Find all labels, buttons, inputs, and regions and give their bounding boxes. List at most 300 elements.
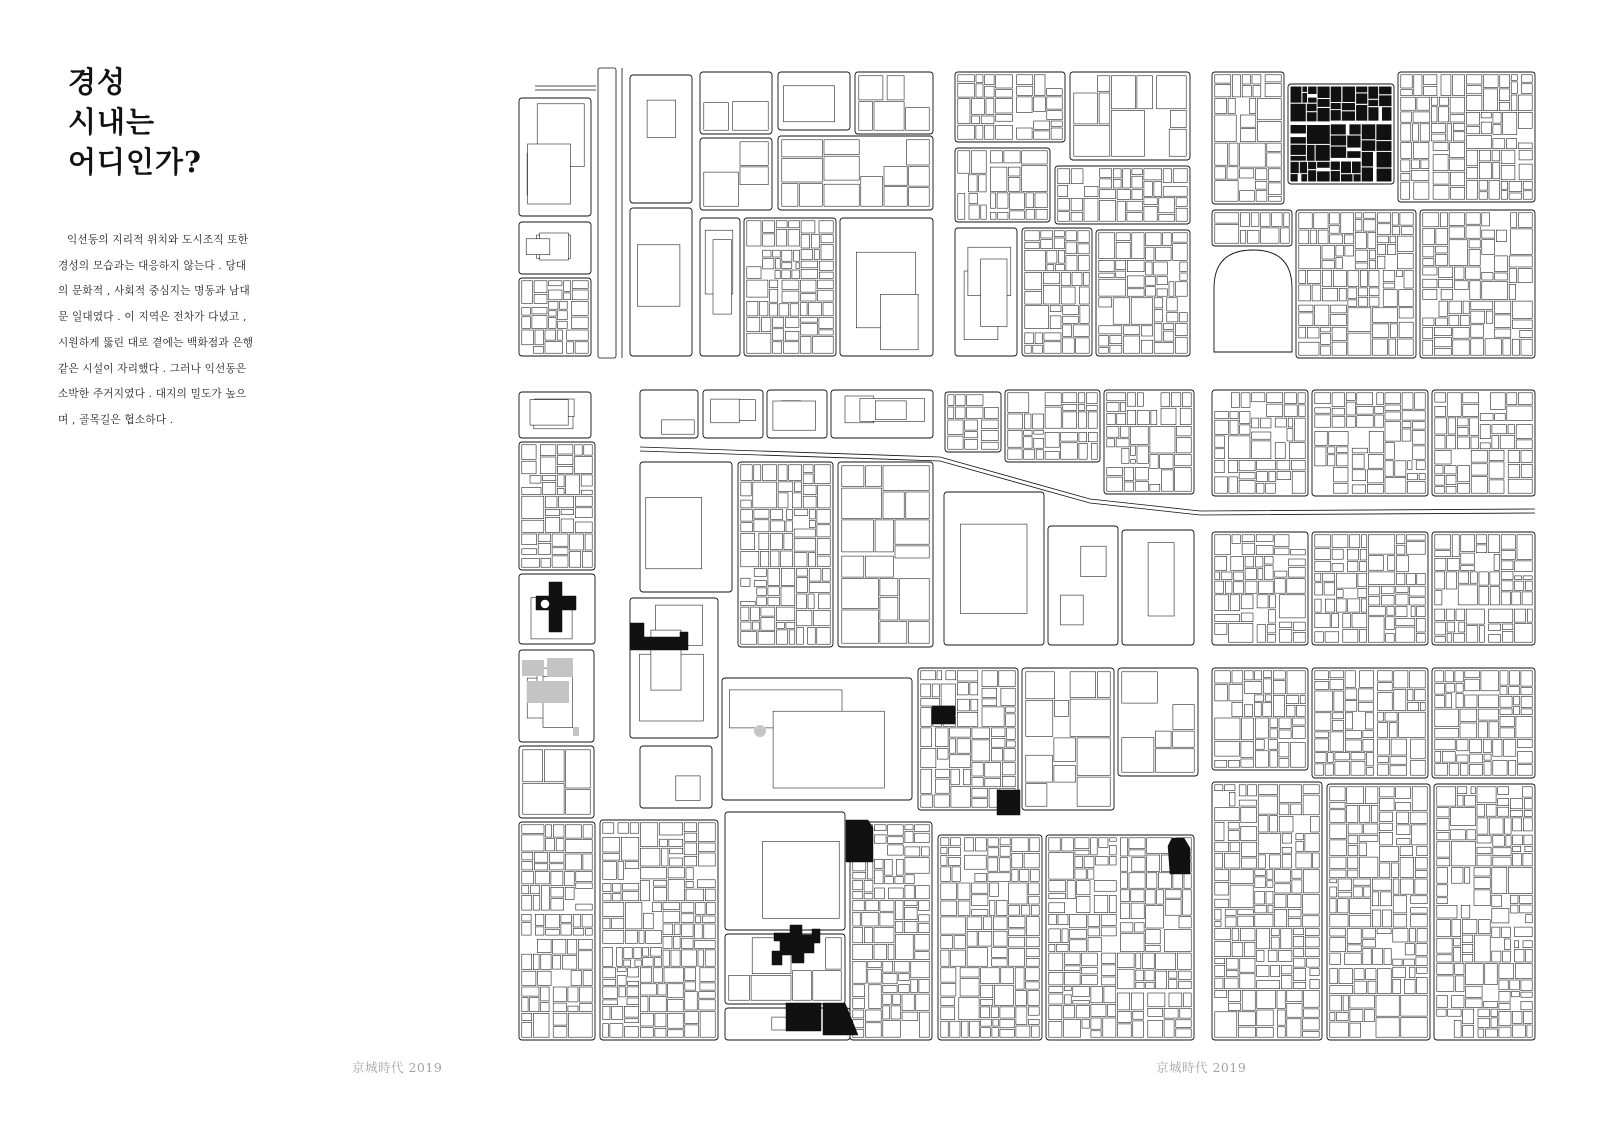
- building-lot: [1521, 1002, 1532, 1010]
- building-lot: [1336, 573, 1356, 588]
- building-lot: [571, 317, 588, 328]
- building-lot: [1184, 993, 1192, 1007]
- building-lot: [1493, 125, 1501, 135]
- building-lot: [1375, 406, 1384, 413]
- building-lot: [908, 622, 929, 644]
- building-lot: [967, 931, 977, 946]
- building-lot: [1058, 212, 1070, 222]
- building-lot: [1457, 740, 1468, 751]
- building-lot: [653, 968, 662, 982]
- building-lot: [1499, 1004, 1510, 1010]
- building-lot: [1367, 484, 1383, 493]
- building-lot: [789, 221, 800, 228]
- building-lot: [1257, 460, 1276, 470]
- building-lot: [991, 1007, 998, 1018]
- building-lot: [972, 883, 988, 893]
- building-lot: [1232, 703, 1243, 717]
- building-lot: [1435, 393, 1446, 402]
- building-lot: [1300, 696, 1305, 704]
- building-lot: [1310, 230, 1316, 244]
- building-lot: [1323, 270, 1332, 286]
- building-lot: [1434, 327, 1451, 335]
- building-lot: [1451, 172, 1465, 186]
- building-lot: [1365, 787, 1378, 804]
- building-lot: [1330, 985, 1353, 993]
- building-lot: [936, 728, 949, 747]
- building-lot: [1117, 1011, 1131, 1022]
- building-lot: [1506, 139, 1516, 149]
- building-lot: [853, 891, 863, 898]
- building-lot: [535, 330, 544, 345]
- building-lot: [1314, 213, 1328, 229]
- building-lot: [782, 140, 823, 157]
- building-lot: [1355, 220, 1362, 231]
- building-lot: [1399, 308, 1413, 318]
- building-lot: [1117, 413, 1126, 424]
- building-lot: [1065, 995, 1072, 1004]
- building-lot: [1390, 236, 1396, 243]
- building-lot: [1385, 461, 1393, 476]
- building-lot: [823, 303, 833, 316]
- building-lot: [585, 534, 592, 550]
- building-lot: [522, 914, 531, 921]
- building-lot: [1282, 834, 1291, 844]
- building-lot: [522, 862, 533, 870]
- building-lot: [535, 914, 544, 925]
- building-lot: [853, 998, 865, 1008]
- building-lot: [1025, 250, 1046, 270]
- building-lot: [776, 229, 786, 246]
- building-lot: [1386, 634, 1395, 643]
- building-lot: [1518, 95, 1532, 111]
- building-lot: [1299, 342, 1319, 355]
- building-lot: [1356, 105, 1367, 120]
- building-lot: [1304, 870, 1320, 893]
- building-lot: [699, 992, 715, 999]
- building-lot: [1256, 546, 1273, 555]
- building-lot: [1231, 556, 1244, 570]
- building-lot: [1156, 247, 1172, 260]
- building-lot: [1047, 111, 1062, 120]
- building-lot: [1082, 976, 1098, 985]
- building-lot: [1347, 945, 1361, 952]
- building-lot: [1291, 174, 1298, 181]
- body-line: 며 , 골목길은 협소하다 .: [58, 413, 174, 426]
- building-lot: [1393, 959, 1402, 966]
- building-lot: [664, 968, 683, 982]
- building-lot: [1157, 890, 1164, 904]
- building-lot: [1257, 1028, 1273, 1038]
- building-lot: [1461, 566, 1475, 571]
- building-lot: [640, 1028, 653, 1038]
- building-lot: [1277, 472, 1291, 480]
- building-lot: [958, 151, 970, 173]
- building-lot: [1437, 996, 1448, 1008]
- building-lot: [1137, 393, 1143, 406]
- building-lot: [1156, 731, 1172, 747]
- building-lot: [1034, 430, 1044, 434]
- building-lot: [1368, 597, 1380, 606]
- building-lot: [1054, 238, 1064, 249]
- building-lot: [1049, 972, 1063, 985]
- building-lot: [1303, 87, 1307, 92]
- building-lot: [1490, 572, 1500, 585]
- building-lot: [771, 510, 783, 520]
- building-lot: [1466, 964, 1484, 985]
- building-lot: [1165, 890, 1181, 898]
- building-lot: [1137, 76, 1153, 109]
- building-lot: [1221, 572, 1232, 580]
- building-lot: [1500, 671, 1508, 685]
- building-lot: [957, 699, 969, 711]
- building-lot: [557, 489, 564, 495]
- building-lot: [994, 985, 1013, 1005]
- building-lot: [842, 466, 864, 487]
- building-lot: [625, 903, 642, 929]
- building-lot: [1113, 169, 1121, 178]
- building-lot: [817, 510, 830, 524]
- building-lot: [865, 1023, 881, 1037]
- building-lot: [773, 711, 884, 788]
- building-lot: [1471, 787, 1475, 794]
- building-lot: [1144, 169, 1162, 180]
- building-lot: [1337, 447, 1349, 452]
- building-lot: [1499, 89, 1509, 101]
- building-lot: [1146, 982, 1155, 988]
- building-lot: [1525, 846, 1532, 851]
- building-lot: [1164, 1020, 1174, 1037]
- building-lot: [1435, 466, 1443, 474]
- building-lot: [970, 683, 978, 695]
- building-lot: [1437, 819, 1449, 831]
- building-lot: [686, 881, 693, 887]
- building-lot: [1308, 87, 1316, 94]
- building-lot: [883, 974, 897, 984]
- building-lot: [1509, 269, 1516, 283]
- building-lot: [1380, 847, 1399, 862]
- building-lot: [965, 420, 978, 430]
- building-lot: [1437, 868, 1448, 884]
- building-lot: [1456, 694, 1463, 708]
- building-lot: [951, 769, 959, 785]
- building-lot: [1291, 104, 1306, 121]
- building-lot: [981, 1028, 991, 1038]
- building-lot: [1034, 131, 1050, 139]
- building-lot: [972, 116, 980, 124]
- building-lot: [1493, 848, 1511, 856]
- building-lot: [1368, 981, 1376, 994]
- building-lot: [1012, 838, 1028, 852]
- building-lot: [790, 304, 799, 316]
- building-lot: [880, 597, 898, 620]
- building-lot: [575, 522, 592, 532]
- building-lot: [1440, 213, 1447, 227]
- building-lot: [1129, 873, 1145, 888]
- building-lot: [758, 632, 775, 645]
- building-lot: [1479, 587, 1489, 605]
- building-lot: [1240, 129, 1255, 142]
- building-lot: [1131, 426, 1149, 444]
- building-lot: [1486, 311, 1493, 323]
- building-lot: [1044, 342, 1061, 353]
- building-lot: [921, 728, 932, 747]
- building-lot: [1510, 799, 1522, 809]
- building-lot: [1215, 115, 1236, 142]
- building-lot: [640, 848, 660, 866]
- building-lot: [1240, 974, 1255, 989]
- building-lot: [1333, 721, 1344, 731]
- building-lot: [1240, 169, 1254, 178]
- building-lot: [1225, 978, 1239, 989]
- building-lot: [1511, 229, 1533, 254]
- building-lot: [1225, 909, 1236, 915]
- building-lot: [1492, 951, 1501, 962]
- building-lot: [1009, 929, 1025, 936]
- building-lot: [819, 317, 833, 328]
- building-lot: [1215, 853, 1223, 868]
- building-lot: [883, 985, 897, 992]
- building-lot: [1267, 404, 1283, 416]
- building-lot: [1061, 443, 1078, 459]
- building-lot: [1028, 1007, 1039, 1015]
- building-lot: [996, 75, 1013, 88]
- building-lot: [1002, 776, 1015, 786]
- building-lot: [1477, 836, 1491, 843]
- building-lot: [1491, 1009, 1497, 1016]
- building-lot: [1490, 587, 1499, 605]
- building-lot: [1499, 980, 1508, 990]
- building-lot: [976, 84, 983, 97]
- building-lot: [1240, 213, 1249, 227]
- building-lot: [1232, 75, 1240, 97]
- building-lot: [1175, 337, 1187, 353]
- building-lot: [981, 259, 1007, 327]
- building-lot: [1331, 103, 1341, 109]
- building-lot: [1381, 595, 1394, 605]
- building-lot: [1084, 198, 1098, 221]
- building-lot: [640, 968, 651, 982]
- building-lot: [996, 126, 1013, 140]
- building-lot: [1369, 87, 1378, 99]
- building-lot: [773, 250, 781, 257]
- building-lot: [1135, 923, 1145, 932]
- building-lot: [1483, 75, 1498, 88]
- building-lot: [1102, 977, 1116, 985]
- building-lot: [1451, 187, 1465, 199]
- building-lot: [1227, 167, 1238, 179]
- building-lot: [537, 939, 551, 952]
- building-lot: [1385, 712, 1397, 721]
- building-lot: [1305, 949, 1319, 957]
- building-lot: [545, 517, 559, 532]
- building-lot: [906, 108, 930, 131]
- building-lot: [603, 1000, 618, 1005]
- building-lot: [1435, 551, 1451, 557]
- building-lot: [1397, 825, 1410, 835]
- building-lot: [1333, 270, 1346, 286]
- building-lot: [1124, 482, 1133, 491]
- building-lot: [1330, 879, 1337, 883]
- body-line: 소박한 주거지였다 . 대지의 밀도가 높으: [58, 388, 247, 401]
- building-lot: [1456, 684, 1463, 693]
- building-lot: [888, 825, 904, 835]
- building-lot: [1493, 112, 1501, 123]
- building-lot: [526, 239, 550, 255]
- building-lot: [1157, 76, 1187, 109]
- building-lot: [1026, 948, 1039, 956]
- building-lot: [1380, 863, 1390, 877]
- building-lot: [1414, 182, 1429, 199]
- building-lot: [1449, 764, 1459, 776]
- building-lot: [1121, 402, 1126, 411]
- building-lot: [1392, 213, 1398, 225]
- building-lot: [1117, 993, 1129, 1010]
- building-lot: [1144, 198, 1157, 205]
- building-lot: [955, 407, 965, 418]
- building-lot: [971, 699, 978, 711]
- building-lot: [796, 578, 807, 593]
- building-lot: [1493, 740, 1502, 757]
- building-lot: [1454, 267, 1464, 279]
- building-lot: [1238, 1027, 1255, 1037]
- building-lot: [1075, 850, 1089, 855]
- building-lot: [696, 903, 706, 915]
- building-lot: [1501, 561, 1513, 570]
- building-lot: [674, 924, 680, 935]
- building-lot: [561, 519, 574, 532]
- building-lot: [624, 1027, 638, 1038]
- building-lot: [1064, 1006, 1075, 1018]
- building-lot: [1330, 929, 1346, 937]
- building-lot: [1355, 233, 1366, 249]
- building-lot: [1058, 198, 1070, 210]
- building-lot: [1373, 339, 1388, 355]
- building-lot: [1215, 85, 1231, 97]
- building-lot: [562, 956, 577, 970]
- building-lot: [1000, 1020, 1014, 1028]
- building-lot: [1451, 842, 1475, 866]
- building-lot: [1305, 834, 1319, 852]
- building-lot: [1439, 301, 1447, 316]
- building-lot: [988, 873, 1010, 882]
- building-lot: [553, 1013, 567, 1025]
- building-lot: [1393, 879, 1399, 894]
- body-paragraph: [58, 228, 288, 434]
- building-lot: [1135, 468, 1148, 481]
- building-lot: [575, 342, 588, 353]
- building-lot: [1081, 546, 1106, 576]
- building-lot: [916, 994, 929, 1010]
- building-lot: [968, 175, 977, 192]
- building-lot: [1474, 868, 1490, 877]
- building-lot: [1045, 432, 1059, 447]
- building-lot: [1057, 944, 1069, 951]
- building-lot: [1145, 970, 1154, 981]
- building-lot: [627, 987, 639, 997]
- building-lot: [1376, 995, 1399, 1016]
- building-lot: [1407, 535, 1426, 540]
- building-lot: [1460, 723, 1477, 738]
- building-lot: [909, 167, 930, 187]
- building-lot: [660, 823, 683, 835]
- building-lot: [1255, 556, 1263, 567]
- building-lot: [1358, 703, 1373, 712]
- building-lot: [1071, 198, 1082, 211]
- building-lot: [823, 568, 831, 581]
- building-lot: [1099, 838, 1108, 848]
- building-lot: [803, 485, 816, 494]
- building-lot: [1395, 461, 1406, 476]
- building-lot: [1397, 339, 1413, 355]
- building-lot: [1330, 887, 1337, 897]
- building-lot: [946, 671, 956, 680]
- building-lot: [984, 917, 992, 930]
- building-lot: [522, 1022, 532, 1037]
- building-lot: [753, 482, 777, 508]
- building-lot: [1054, 231, 1064, 237]
- building-lot: [1102, 965, 1116, 976]
- building-lot: [1215, 922, 1221, 927]
- building-lot: [1159, 873, 1172, 888]
- building-lot: [697, 880, 715, 888]
- building-lot: [1120, 873, 1127, 888]
- building-lot: [1049, 903, 1065, 913]
- building-lot: [985, 125, 994, 139]
- building-lot: [1163, 187, 1187, 197]
- building-lot: [553, 1003, 566, 1012]
- building-lot: [1375, 415, 1384, 427]
- building-lot: [817, 627, 830, 644]
- building-lot: [1156, 953, 1176, 969]
- building-lot: [1076, 338, 1090, 353]
- building-lot: [1509, 181, 1522, 191]
- building-lot: [1466, 96, 1482, 111]
- building-lot: [522, 549, 537, 555]
- building-lot: [1368, 586, 1380, 595]
- building-lot: [1495, 414, 1506, 421]
- building-lot: [919, 979, 929, 992]
- building-lot: [603, 854, 620, 861]
- building-lot: [1386, 617, 1395, 630]
- building-lot: [1399, 712, 1426, 737]
- building-lot: [1318, 230, 1328, 244]
- building-lot: [1177, 426, 1192, 436]
- building-lot: [1415, 690, 1426, 701]
- building-lot: [1041, 231, 1053, 238]
- building-lot: [1345, 671, 1355, 688]
- building-lot: [1408, 702, 1419, 710]
- building-lot: [1265, 84, 1281, 97]
- building-lot: [1049, 893, 1066, 898]
- building-lot: [1448, 1009, 1461, 1016]
- building-lot: [982, 707, 1004, 726]
- building-lot: [1279, 816, 1293, 832]
- building-lot: [1315, 408, 1331, 413]
- building-lot: [1267, 625, 1275, 633]
- building-lot: [782, 250, 792, 261]
- building-lot: [1269, 196, 1282, 201]
- building-lot: [972, 788, 988, 797]
- building-lot: [1413, 446, 1426, 459]
- building-lot: [1047, 265, 1054, 271]
- building-lot: [1396, 586, 1408, 592]
- building-lot: [1079, 255, 1090, 270]
- building-lot: [1520, 895, 1533, 903]
- building-lot: [1447, 622, 1455, 632]
- building-lot: [624, 960, 631, 966]
- building-lot: [941, 838, 949, 846]
- building-lot: [899, 974, 910, 981]
